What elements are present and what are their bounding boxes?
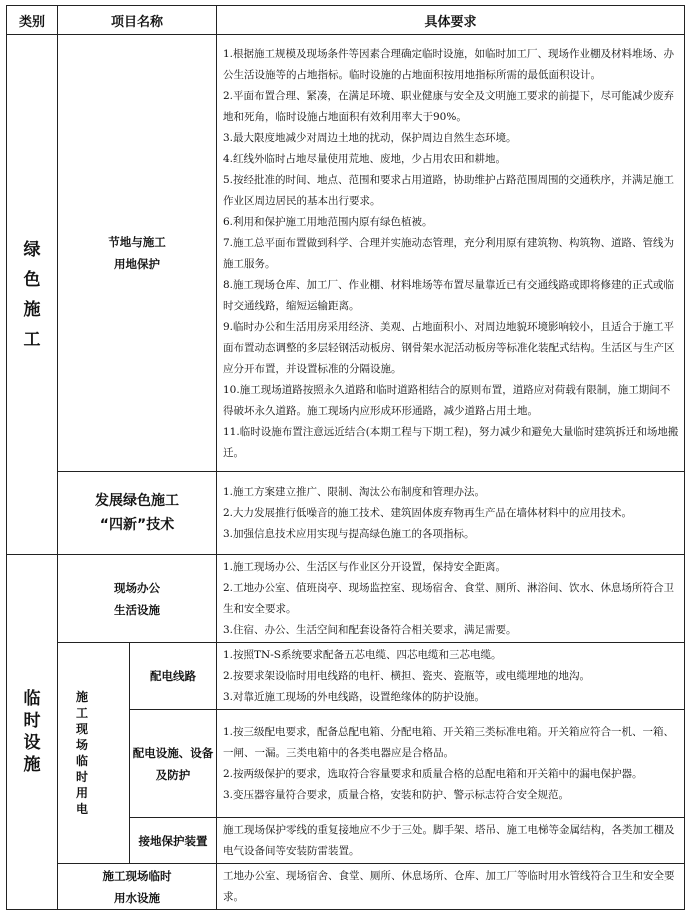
header-row <box>7 6 685 35</box>
req-line: 1.施工现场办公、生活区与作业区分开设置，保持安全距离。 <box>223 561 507 573</box>
item-facilities-name-1: 配电设施、设备 <box>132 745 214 760</box>
item-water-name-2: 用水设施 <box>114 890 160 905</box>
row-land <box>7 35 685 472</box>
item-water-name-1: 施工现场临时 <box>102 868 172 883</box>
req-line: 3.最大限度地减少对周边土地的扰动，保护周边自然生态环境。 <box>223 131 517 144</box>
req-line: 8.施工现场仓库、加工厂、作业棚、材料堆场等布置尽量靠近已有交通线路或即将修建的正式或临时交通线路，缩短运输距离。 <box>223 278 675 312</box>
item-tech-name-1: 发展绿色施工 <box>95 493 179 509</box>
item-water <box>58 864 217 910</box>
req-line: 2.按要求架设临时用电线路的电杆、横担、瓷夹、瓷瓶等，或电缆埋地的地沟。 <box>223 670 591 682</box>
category-green-label: 绿 色 施 工 <box>23 239 41 350</box>
req-line: 3.住宿、办公、生活空间和配套设备符合相关要求，满足需要。 <box>223 624 517 636</box>
item-office-name-2: 生活设施 <box>114 602 160 617</box>
category-temp <box>7 555 58 910</box>
req-line: 3.变压器容量符合要求，质量合格，安装和防护、警示标志符合安全规范。 <box>223 789 570 801</box>
category-green <box>7 35 58 555</box>
item-tech <box>58 472 217 555</box>
req-line: 2.平面布置合理、紧凑，在满足环境、职业健康与安全及文明施工要求的前提下，尽可能减少废弃地和死角，临时设施占地面积有效利用率大于90%。 <box>223 89 675 123</box>
req-line: 1.按照TN-S系统要求配备五芯电缆、四芯电缆和三芯电缆。 <box>223 649 502 661</box>
row-office <box>7 555 685 643</box>
item-power-group <box>58 643 130 864</box>
reqs-land <box>217 35 685 472</box>
req-line: 5.按经批准的时间、地点、范围和要求占用道路，协助维护占路范围周围的交通秩序，并满足施工作业区周边居民的基本出行要求。 <box>223 173 675 207</box>
reqs-office <box>217 555 685 643</box>
item-power-group-label: 施 工 现 场 临 时 用 电 <box>76 690 89 816</box>
header-item: 项目名称 <box>58 6 217 35</box>
req-line: 7.施工总平面布置做到科学、合理并实施动态管理，充分利用原有建筑物、构筑物、道路、管线为施工服务。 <box>223 236 675 270</box>
requirements-table <box>6 5 685 910</box>
header-requirement: 具体要求 <box>217 6 685 35</box>
item-facilities <box>130 710 217 818</box>
reqs-grounding <box>217 818 685 864</box>
header-category: 类别 <box>7 6 58 35</box>
row-tech <box>7 472 685 555</box>
item-land-name-2: 用地保护 <box>114 257 160 271</box>
reqs-facilities <box>217 710 685 818</box>
req-line: 1.施工方案建立推广、限制、淘汰公布制度和管理办法。 <box>223 486 486 498</box>
row-water <box>7 864 685 910</box>
reqs-tech <box>217 472 685 555</box>
item-tech-name-2: “四新”技术 <box>99 517 175 533</box>
item-office <box>58 555 217 643</box>
item-grounding: 接地保护装置 <box>130 818 217 864</box>
req-line: 1.按三级配电要求，配备总配电箱、分配电箱、开关箱三类标准电箱。开关箱应符合一机、一箱、一闸、一漏。三类电箱中的各类电器应是合格品。 <box>223 726 675 759</box>
reqs-lines <box>217 643 685 710</box>
req-line: 6.利用和保护施工用地范围内原有绿色植被。 <box>223 215 433 228</box>
req-line: 2.大力发展推行低噪音的施工技术、建筑固体废弃物再生产品在墙体材料中的应用技术。 <box>223 507 633 519</box>
item-office-name-1: 现场办公 <box>114 580 160 595</box>
req-line: 3.对靠近施工现场的外电线路，设置绝缘体的防护设施。 <box>223 691 486 703</box>
req-line: 工地办公室、现场宿舍、食堂、厕所、休息场所、仓库、加工厂等临时用水管线符合卫生和安全要求。 <box>223 870 675 903</box>
req-line: 11.临时设施布置注意远近结合(本期工程与下期工程)，努力减少和避免大量临时建筑拆迁和场地搬迁。 <box>223 425 679 459</box>
req-line: 2.按两级保护的要求，选取符合容量要求和质量合格的总配电箱和开关箱中的漏电保护器。 <box>223 768 643 780</box>
req-line: 4.红线外临时占地尽量使用荒地、废地，少占用农田和耕地。 <box>223 152 507 165</box>
item-facilities-name-2: 及防护 <box>155 767 191 782</box>
row-lines <box>7 643 685 710</box>
req-line: 3.加强信息技术应用实现与提高绿色施工的各项指标。 <box>223 528 475 540</box>
item-land-name-1: 节地与施工 <box>108 235 166 249</box>
category-temp-label: 临 时 设 施 <box>23 689 41 775</box>
reqs-water <box>217 864 685 910</box>
req-line: 2.工地办公室、值班岗亭、现场监控室、现场宿舍、食堂、厕所、淋浴间、饮水、休息场所符合卫生和安全要求。 <box>223 582 675 615</box>
req-line: 1.根据施工规模及现场条件等因素合理确定临时设施，如临时加工厂、现场作业棚及材料堆场、办公生活设施等的占地指标。临时设施的占地面积按用地指标所需的最低面积设计。 <box>223 47 675 81</box>
req-line: 10.施工现场道路按照永久道路和临时道路相结合的原则布置，道路应对荷载有限制，施工期间不得破坏永久道路。施工现场内应形成环形通路，减少道路占用土地。 <box>223 383 671 417</box>
req-line: 施工现场保护零线的重复接地应不少于三处。脚手架、塔吊、施工电梯等金属结构，各类加工棚及电气设备间等安装防雷装置。 <box>223 824 675 857</box>
req-line: 9.临时办公和生活用房采用经济、美观、占地面积小、对周边地貌环境影响较小，且适合于施工平面布置动态调整的多层轻钢活动板房、钢骨架水泥活动板房等标准化装配式结构。生活区与生产区应分开布置，并设置标准的分隔设施。 <box>223 320 675 375</box>
item-lines: 配电线路 <box>130 643 217 710</box>
item-land <box>58 35 217 472</box>
